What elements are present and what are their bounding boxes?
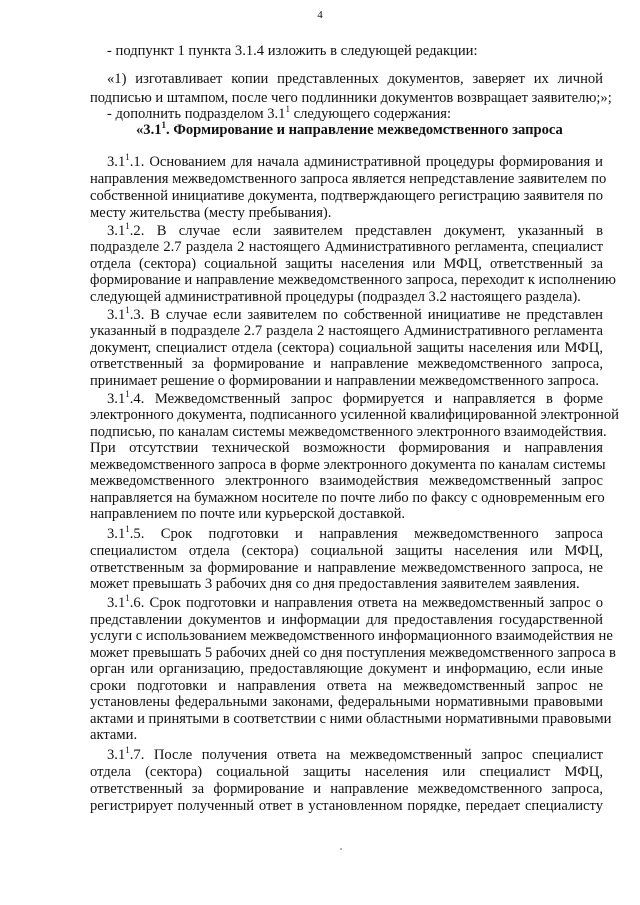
text-line: месту жительства (месту пребывания). <box>90 205 332 221</box>
text-line: документ, специалист отдела (сектора) социальной защиты населения или МФЦ, <box>90 340 603 356</box>
clause-text: .3. В случае если заявителем по собственной инициативе не представлен <box>129 307 603 323</box>
superscript-index: 1 <box>125 524 130 534</box>
superscript-index: 1 <box>125 745 130 755</box>
text-line: услуги с использованием межведомственного информационного взаимодействия не <box>90 628 613 644</box>
superscript-index: 1 <box>125 152 130 162</box>
clause-text: . Формирование и направление межведомственного запроса <box>166 122 563 138</box>
text-line <box>107 221 603 240</box>
text-line: орган или организацию, предоставляющие документ и информацию, если иные <box>90 661 603 677</box>
text-line: направляется на бумажном носителе по почте либо по факсу с одновременным его <box>90 490 605 506</box>
text-line: «1) изготавливает копии представленных документов, заверяет их личной <box>107 71 603 87</box>
superscript-index: 1 <box>125 389 130 399</box>
text-line: направлением по почте или курьерской доставкой. <box>90 506 406 522</box>
text-line: подразделе 2.7 раздела 2 настоящего Административного регламента, специалист <box>90 239 603 255</box>
superscript-index: 1 <box>125 221 130 231</box>
scan-artifact <box>340 848 342 850</box>
clause-number: - дополнить подразделом 3.1 <box>107 106 286 122</box>
text-line: отдела (сектора) социальной защиты населения или специалист МФЦ, <box>90 764 603 780</box>
text-line: следующей административной процедуры (подраздел 3.2 настоящего раздела). <box>90 289 581 305</box>
text-line: актами и принятыми в соответствии с ними областными нормативными правовыми <box>90 711 612 727</box>
text-line: актами. <box>90 727 138 743</box>
superscript-index: 1 <box>161 120 167 130</box>
clause-text: .7. После получения ответа на межведомственный запрос специалист <box>129 747 603 763</box>
text-line: формирование и направление межведомственного запроса, переходит к исполнению <box>90 272 616 288</box>
text-line: межведомственного запроса в форме электронного документа по каналам системы <box>90 457 606 473</box>
superscript-index: 1 <box>285 104 290 114</box>
clause-text: .5. Срок подготовки и направления межведомственного запроса <box>129 526 603 542</box>
text-line <box>107 593 603 612</box>
text-line: указанный в подразделе 2.7 раздела 2 настоящего Административного регламента <box>90 323 603 339</box>
text-line <box>107 389 603 408</box>
text-line: межведомственного электронного взаимодействия межведомственный запрос <box>90 473 603 489</box>
text-line: установлены федеральными законами, федеральными нормативными правовыми <box>90 694 603 710</box>
text-line: электронного документа, подписанного усиленной квалифицированной электронной <box>90 407 619 423</box>
text-line: регистрирует полученный ответ в установленном порядке, передает специалисту <box>90 798 603 814</box>
clause-number: 3.1 <box>107 747 126 763</box>
text-line: может превышать 5 рабочих дней со дня поступления межведомственного запроса в <box>90 645 616 661</box>
clause-number: 3.1 <box>107 595 126 611</box>
text-line: сроки подготовки и направления ответа на межведомственный запрос не <box>90 678 603 694</box>
text-line: При отсутствии технической возможности формирования и направления <box>90 440 603 456</box>
text-line: подписью, по каналам системы межведомственного электронного взаимодействия. <box>90 424 607 440</box>
page-number: 4 <box>317 9 323 21</box>
clause-number: 3.1 <box>107 223 126 239</box>
text-line <box>107 745 603 764</box>
text-line <box>107 305 603 324</box>
text-line: может превышать 3 рабочих дня со дня предоставления заявителем заявления. <box>90 576 580 592</box>
text-line: представлении документов и информации для предоставления государственной <box>90 612 603 628</box>
text-line: собственной инициативе документа, подтверждающего регистрацию заявителя по <box>90 188 603 204</box>
clause-text: .1. Основанием для начала административной процедуры формирования и <box>129 154 603 170</box>
clause-number: «3.1 <box>136 122 162 138</box>
clause-number: 3.1 <box>107 526 126 542</box>
clause-number: 3.1 <box>107 307 126 323</box>
clause-text: следующего содержания: <box>289 106 452 122</box>
superscript-index: 1 <box>125 593 130 603</box>
text-line: ответственным за формирование и направление межведомственного запроса, не <box>90 560 603 576</box>
text-line: подписью и штампом, после чего подлинники документов возвращает заявителю;»; <box>90 90 612 106</box>
text-line: направления межведомственного запроса является непредставление заявителем по <box>90 171 607 187</box>
text-line: принимает решение о формировании и направлении межведомственного запроса. <box>90 373 600 389</box>
text-line: - подпункт 1 пункта 3.1.4 изложить в следующей редакции: <box>107 43 478 59</box>
clause-text: .4. Межведомственный запрос формируется и направляется в форме <box>129 391 603 407</box>
superscript-index: 1 <box>125 305 130 315</box>
clause-text: .6. Срок подготовки и направления ответа на межведомственный запрос о <box>129 595 603 611</box>
text-line: ответственный за формирование и направление межведомственного запроса, <box>90 781 603 797</box>
clause-number: 3.1 <box>107 391 126 407</box>
text-line <box>107 104 603 123</box>
text-line <box>136 120 603 139</box>
text-line <box>107 152 603 171</box>
text-line: специалистом отдела (сектора) социальной защиты населения или МФЦ, <box>90 543 603 559</box>
text-line: отдела (сектора) социальной защиты населения или МФЦ, ответственный за <box>90 256 603 272</box>
clause-number: 3.1 <box>107 154 126 170</box>
clause-text: .2. В случае если заявителем представлен документ, указанный в <box>129 223 603 239</box>
text-line <box>107 524 603 543</box>
text-line: ответственный за формирование и направление межведомственного запроса, <box>90 356 603 372</box>
